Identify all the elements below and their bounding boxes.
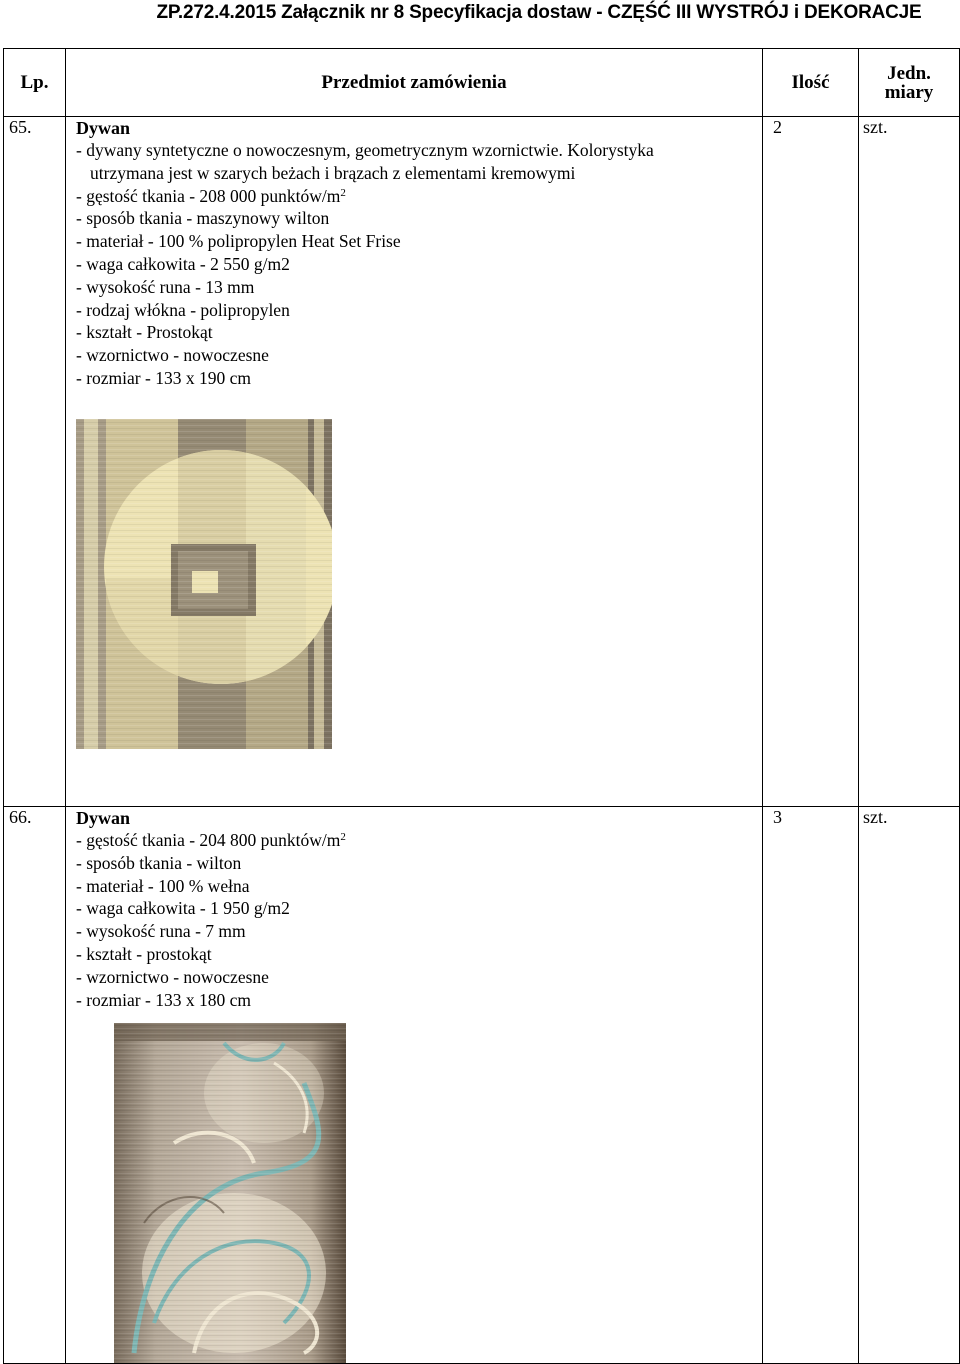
density-superscript: 2 [340,186,346,199]
spec-line: - wzornictwo - nowoczesne [76,345,269,366]
spec-line: - rozmiar - 133 x 190 cm [76,367,251,388]
spec-line: - sposób tkania - wilton [76,852,242,873]
spec-line: - waga całkowita - 1 950 g/m2 [76,898,290,919]
specification-table [3,48,960,1364]
spec-line: - rodzaj włókna - polipropylen [76,299,290,320]
item-description [66,117,763,807]
row-number: 66. [4,807,66,1364]
header-unit: Jedn. miary [859,49,960,117]
spec-line: - dywany syntetyczne o nowoczesnym, geometrycznym wzornictwie. Kolorystyka [76,140,654,160]
spec-line: - rozmiar - 133 x 180 cm [76,989,251,1010]
row-quantity: 3 [763,807,859,1364]
spec-line-density: - gęstość tkania - 208 000 punktów/$m^2$ [76,185,346,206]
spec-line: utrzymana jest w szarych beżach i brązach z elementami kremowymi [90,162,576,183]
item-name: Dywan [76,118,131,138]
spec-line: - wysokość runa - 7 mm [76,921,246,942]
table-header-row [4,49,960,117]
header-item: Przedmiot zamówienia [66,49,763,117]
document-title: ZP.272.4.2015 Załącznik nr 8 Specyfikacja dostaw - CZĘŚĆ III WYSTRÓJ i DEKORACJE [156,2,922,23]
table-row [4,117,960,807]
item-description [66,807,763,1364]
spec-line: - materiał - 100 % wełna [76,875,250,896]
spec-line: - kształt - Prostokąt [76,322,213,343]
spec-line: - waga całkowita - 2 550 g/m2 [76,253,290,274]
spec-line: - wzornictwo - nowoczesne [76,966,269,987]
row-number: 65. [4,117,66,807]
spec-line: - sposób tkania - maszynowy wilton [76,208,330,229]
rug-image-swirl [114,1023,346,1363]
spec-line: - kształt - prostokąt [76,943,212,964]
item-name: Dywan [76,808,131,828]
row-quantity: 2 [763,117,859,807]
spec-line-density: - gęstość tkania - 204 800 punktów/$m^2$ [76,830,346,850]
header-qty: Ilość [763,49,859,117]
spec-line: - materiał - 100 % polipropylen Heat Set Frise [76,231,401,252]
rug-image-geometric [76,419,332,749]
row-unit: szt. [859,117,960,807]
density-superscript: 2 [340,831,346,843]
header-lp: Lp. [4,49,66,117]
table-row [4,807,960,1364]
row-unit: szt. [859,807,960,1364]
spec-line: - wysokość runa - 13 mm [76,276,255,297]
